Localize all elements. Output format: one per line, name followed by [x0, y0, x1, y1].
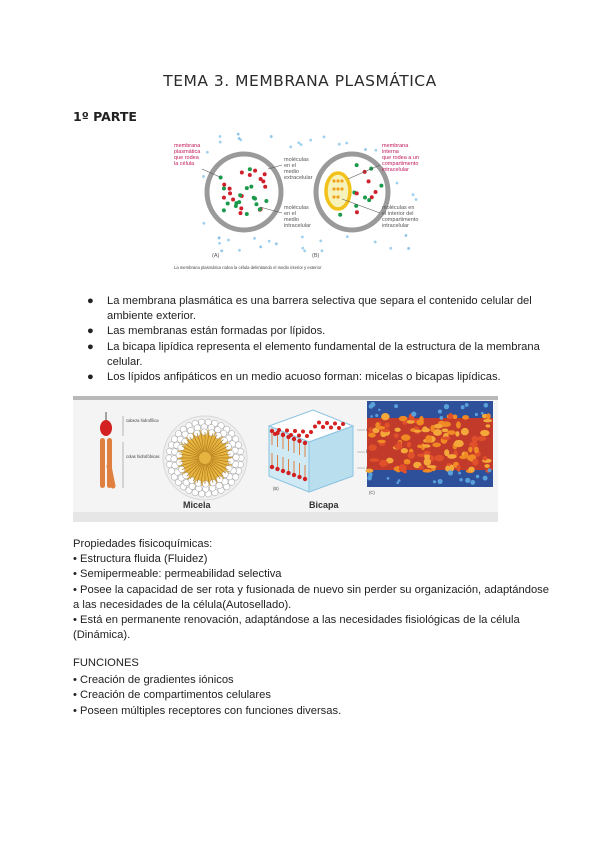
micela-label: Micela	[183, 500, 211, 510]
molecule-dot	[258, 207, 262, 211]
water-particle	[433, 480, 436, 483]
lipid-particle	[399, 468, 406, 472]
molecule-dot	[238, 137, 241, 140]
lipid-particle	[381, 413, 389, 420]
water-particle	[448, 470, 453, 475]
lipid-particle	[432, 442, 441, 447]
lipid-particle	[406, 420, 414, 424]
lipid-particle	[419, 466, 424, 470]
lipid-particle	[447, 454, 456, 459]
functions-section	[73, 656, 543, 719]
molecule-dot	[336, 195, 339, 198]
bilayer-simulation	[366, 401, 493, 487]
molecule-dot	[222, 208, 226, 212]
list-item: ● La membrana plasmática es una barrera selectiva que separa el contenido celular del ambiente exterior.	[87, 295, 532, 323]
water-particle	[370, 415, 373, 418]
molecule-dot	[405, 234, 408, 237]
molecule-dot	[219, 135, 222, 138]
label-head: cabeza hidrofílica	[126, 418, 159, 423]
molecule-dot	[270, 135, 273, 138]
lipid-head	[228, 458, 234, 464]
lipid-particle	[401, 448, 408, 453]
lipid-particle	[384, 423, 390, 428]
lipid-particle	[455, 431, 459, 436]
lipid-head	[208, 430, 214, 436]
lipid-head	[297, 475, 301, 479]
lipid-head	[178, 466, 184, 472]
lipid-head	[297, 439, 301, 443]
molecule-dot	[336, 179, 339, 182]
lipid-head	[313, 425, 317, 429]
section-heading: 1º PARTE	[73, 109, 137, 124]
water-particle	[439, 416, 443, 420]
lipid-head	[317, 421, 321, 425]
lipid-particle	[407, 442, 411, 448]
molecule-dot	[412, 193, 415, 196]
list-item: ● Las membranas están formadas por lípidos.	[73, 324, 543, 339]
water-particle	[476, 475, 479, 478]
lipid-particle	[468, 467, 474, 473]
molecule-dot	[303, 249, 306, 252]
lipid-particle	[414, 430, 422, 433]
list-item: ● Los lípidos anfipáticos en un medio acuoso forman: micelas o bicapas lipídicas.	[73, 370, 543, 385]
molecule-dot	[234, 204, 238, 208]
lipid-head	[321, 425, 325, 429]
molecule-dot	[206, 151, 209, 154]
properties-section	[73, 537, 553, 643]
list-item: • Semipermeable: permeabilidad selectiva	[73, 568, 282, 581]
lipid-particle	[368, 444, 376, 450]
internal-compartment	[326, 173, 350, 209]
water-particle	[387, 477, 390, 480]
lipid-head	[203, 481, 209, 487]
molecule-dot	[300, 143, 303, 146]
panel-label-a: (A)	[212, 253, 220, 259]
lipid-head	[221, 437, 227, 443]
molecule-dot	[237, 133, 240, 136]
water-particle	[368, 473, 372, 477]
lipid-head	[341, 422, 345, 426]
lipid-head	[277, 428, 281, 432]
label-plasma-membrane: membrana plasmática que rodea la célula	[174, 143, 201, 167]
water-particle	[483, 476, 488, 481]
lipid-particle	[474, 447, 479, 454]
lipid-particle	[368, 427, 373, 432]
lipid-particle	[469, 442, 478, 447]
bilayer-block	[269, 410, 353, 492]
list-item: • Estructura fluida (Fluidez)	[73, 553, 208, 566]
functions-heading: FUNCIONES	[73, 657, 139, 669]
molecule-dot	[253, 237, 256, 240]
lipid-particle	[472, 436, 478, 443]
molecule-dot	[202, 175, 205, 178]
label-tail: colas hidrofóbicas	[126, 454, 160, 459]
molecule-dot	[319, 240, 322, 243]
lipid-particle	[399, 416, 408, 421]
list-item: ● La bicapa lipídica representa el elemento fundamental de la estructura de la membrana celular.	[87, 340, 540, 368]
water-particle	[375, 414, 378, 417]
lipid-head	[303, 477, 307, 481]
water-particle	[465, 478, 470, 483]
plasma-membrane-left	[207, 154, 281, 230]
water-particle	[470, 480, 475, 485]
water-particle	[378, 409, 380, 411]
lipid-head	[301, 430, 305, 434]
lipid-particle	[448, 413, 453, 419]
molecule-dot	[338, 143, 341, 146]
label-intracellular-molecules: moléculas en el medio intracelular	[284, 205, 311, 229]
molecule-dot	[340, 179, 343, 182]
lipid-particle	[462, 415, 469, 419]
lipid-head	[281, 469, 285, 473]
figure-caption: La membrana plasmática rodea la célula delimitando el medio interior y exterior	[174, 265, 322, 270]
lipid-head	[216, 476, 222, 482]
panel-label-c: (C)	[369, 490, 375, 495]
molecule-dot	[367, 198, 371, 202]
molecule-dot	[355, 163, 359, 167]
lipid-particle	[468, 447, 472, 453]
molecule-dot	[355, 210, 359, 214]
lipid-head	[275, 467, 279, 471]
list-item: • Creación de compartimentos celulares	[73, 689, 271, 702]
molecule-dot	[253, 169, 257, 173]
lipid-head	[303, 441, 307, 445]
molecule-dot	[222, 183, 226, 187]
membrane-compartments-figure	[172, 129, 429, 277]
molecule-dot	[375, 149, 378, 152]
lipid-particle	[456, 465, 460, 472]
molecule-dot	[363, 195, 367, 199]
lipid-particle	[442, 422, 446, 426]
molecule-dot	[346, 235, 349, 238]
molecule-dot	[374, 190, 378, 194]
water-particle	[475, 413, 478, 416]
lipid-particle	[394, 433, 399, 438]
lipid-particle	[472, 459, 478, 466]
lipid-particle	[395, 428, 401, 432]
molecule-dot	[254, 202, 258, 206]
molecule-dot	[245, 186, 249, 190]
lipid-head	[333, 422, 337, 426]
lipid-head	[187, 433, 193, 439]
water-particle	[459, 478, 462, 481]
molecule-dot	[297, 142, 300, 145]
label-internal-membrane: membrana interna que rodea a un compartimento intracelular	[382, 143, 420, 173]
lipid-particle	[394, 444, 402, 450]
lipid-head	[270, 465, 274, 469]
water-particle	[369, 404, 374, 409]
molecule-dot	[240, 170, 244, 174]
molecule-dot	[253, 197, 257, 201]
molecule-dot	[228, 187, 232, 191]
molecule-dot	[268, 240, 271, 243]
molecule-dot	[309, 139, 312, 142]
molecule-dot	[332, 187, 335, 190]
lipid-head	[232, 474, 238, 480]
lipid-particle	[419, 416, 424, 424]
lipid-particle	[422, 444, 430, 447]
molecule-dot	[222, 196, 226, 200]
lipid-particle	[483, 419, 492, 422]
molecule-dot	[218, 242, 221, 245]
lipid-particle	[442, 436, 451, 439]
molecule-dot	[321, 249, 324, 252]
lipid-particle	[430, 425, 435, 432]
molecule-dot	[364, 148, 367, 151]
bullet-icon: ●	[87, 325, 94, 338]
molecule-dot	[275, 242, 278, 245]
lipid-particle	[425, 435, 432, 443]
molecule-dot	[332, 179, 335, 182]
lipid-head	[289, 433, 293, 437]
lipid-particle	[417, 444, 422, 448]
lipid-particle	[404, 459, 411, 465]
lipid-particle	[424, 458, 431, 466]
lipid-head	[210, 480, 216, 486]
molecule-dot	[323, 135, 326, 138]
molecule-dot	[355, 191, 359, 195]
molecule-dot	[336, 187, 339, 190]
page-title: TEMA 3. MEMBRANA PLASMÁTICA	[163, 72, 437, 90]
lipid-head	[201, 429, 207, 435]
lipid-particle	[423, 469, 432, 473]
panel-label-b: (B)	[312, 253, 320, 259]
lipid-particle	[483, 456, 488, 461]
molecule-dot	[219, 176, 223, 180]
molecule-dot	[301, 247, 304, 250]
water-particle	[411, 412, 416, 417]
lipid-head	[188, 427, 194, 433]
lipid-particle	[368, 433, 375, 438]
molecule-dot	[245, 212, 249, 216]
lipid-head	[189, 483, 195, 489]
molecule-dot	[301, 236, 304, 239]
list-item: • Poseen múltiples receptores con funciones diversas.	[73, 704, 342, 717]
lipid-head	[273, 432, 277, 436]
molecule-dot	[248, 173, 252, 177]
lipid-head	[285, 429, 289, 433]
bullet-icon: ●	[87, 371, 94, 384]
lipid-particle	[401, 434, 410, 440]
molecule-dot	[261, 179, 265, 183]
molecule-dot	[340, 187, 343, 190]
molecule-dot	[227, 239, 230, 242]
panel-label-b2: (B)	[273, 486, 279, 491]
lipid-head	[176, 452, 182, 458]
molecule-dot	[220, 249, 223, 252]
lipid-head	[329, 426, 333, 430]
lipid-particle	[434, 424, 443, 428]
lipid-head	[325, 421, 329, 425]
bullet-icon: ●	[87, 340, 94, 353]
lipid-particle	[486, 424, 491, 427]
molecule-dot	[367, 179, 371, 183]
water-particle	[488, 468, 492, 472]
molecule-dot	[202, 222, 205, 225]
lipid-head	[292, 473, 296, 477]
water-particle	[461, 405, 465, 409]
lipid-head	[337, 426, 341, 430]
molecule-dot	[415, 198, 418, 201]
molecule-dot	[237, 200, 241, 204]
lipid-head	[216, 482, 222, 488]
molecule-dot	[249, 185, 253, 189]
lipid-particle	[459, 455, 467, 459]
lipid-particle	[453, 415, 458, 420]
lipid-head	[215, 427, 221, 433]
water-particle	[458, 472, 461, 475]
molecule-dot	[222, 187, 226, 191]
lipid-head	[281, 433, 285, 437]
lipid-head	[171, 436, 177, 442]
water-particle	[481, 412, 484, 415]
molecule-dot	[239, 206, 243, 210]
lipid-head	[286, 471, 290, 475]
molecule-dot	[263, 172, 267, 176]
water-particle	[444, 404, 449, 409]
lipid-particle	[407, 452, 414, 459]
lipid-particle	[377, 440, 386, 443]
bullet-list	[73, 294, 543, 385]
lipid-particle	[484, 464, 489, 468]
lipid-particle	[477, 436, 486, 441]
lipid-structures-figure	[73, 396, 498, 522]
lipid-head	[195, 480, 201, 486]
molecule-dot	[263, 185, 267, 189]
molecule-dot	[238, 211, 242, 215]
water-particle	[484, 403, 489, 408]
molecule-dot	[226, 202, 230, 206]
lipid-particle	[434, 455, 443, 462]
lipid-head	[293, 429, 297, 433]
molecule-dot	[218, 237, 221, 240]
molecule-dot	[407, 247, 410, 250]
molecule-dot	[374, 241, 377, 244]
lipid-head	[309, 430, 313, 434]
molecule-dot	[264, 199, 268, 203]
lipid-head	[227, 450, 233, 456]
lipid-particle	[424, 451, 431, 455]
lipid-particle	[366, 469, 374, 473]
lipid-particle	[454, 440, 464, 447]
water-particle	[438, 479, 443, 484]
label-compartment-molecules: moléculas en el interior del compartimento intracelular	[382, 205, 419, 229]
molecule-dot	[259, 245, 262, 248]
lipid-head	[305, 434, 309, 438]
molecule-dot	[389, 247, 392, 250]
lipid-particle	[456, 421, 461, 428]
list-item: • Posee la capacidad de ser rota y fusionada de nuevo sin perder su organización, adaptándose a las necesidades de la célula(Autosellado).	[73, 583, 549, 611]
list-item: • Está en permanente renovación, adaptándose a las necesidades fisiológicas de la célula (Dinámica).	[73, 614, 520, 642]
lipid-particle	[447, 430, 456, 435]
list-item: • Creación de gradientes iónicos	[73, 674, 234, 687]
lipid-head	[292, 437, 296, 441]
lipid-head	[270, 429, 274, 433]
lipid-head	[176, 459, 182, 465]
lipid-particle	[422, 426, 427, 431]
lipid-particle	[480, 430, 489, 436]
lipid-particle	[402, 421, 407, 425]
lipid-particle	[486, 413, 491, 419]
bicapa-label: Bicapa	[309, 500, 339, 510]
water-particle	[398, 479, 401, 482]
molecule-dot	[338, 213, 342, 217]
micelle	[163, 416, 247, 500]
molecule-dot	[289, 145, 292, 148]
lipid-head	[225, 443, 231, 449]
molecule-dot	[231, 197, 235, 201]
label-extracellular-molecules: moléculas en el medio extracelular	[284, 157, 313, 181]
lipid-head	[183, 472, 189, 478]
bullet-icon: ●	[87, 295, 94, 307]
molecule-dot	[345, 142, 348, 145]
molecule-dot	[248, 167, 252, 171]
properties-heading: Propiedades fisicoquímicas:	[73, 538, 213, 550]
lipid-particle	[379, 460, 388, 467]
water-particle	[438, 409, 442, 413]
molecule-dot	[219, 141, 222, 144]
molecule-dot	[332, 195, 335, 198]
molecule-dot	[396, 182, 399, 185]
lipid-particle	[369, 458, 379, 462]
molecule-dot	[238, 249, 241, 252]
molecule-dot	[379, 184, 383, 188]
molecule-dot	[228, 191, 232, 195]
lipid-head	[297, 434, 301, 438]
molecule-dot	[238, 193, 242, 197]
lipid-particle	[382, 429, 390, 433]
water-particle	[465, 403, 469, 407]
lipid-particle	[442, 428, 449, 432]
lipid-particle	[461, 428, 469, 436]
water-particle	[394, 404, 398, 408]
